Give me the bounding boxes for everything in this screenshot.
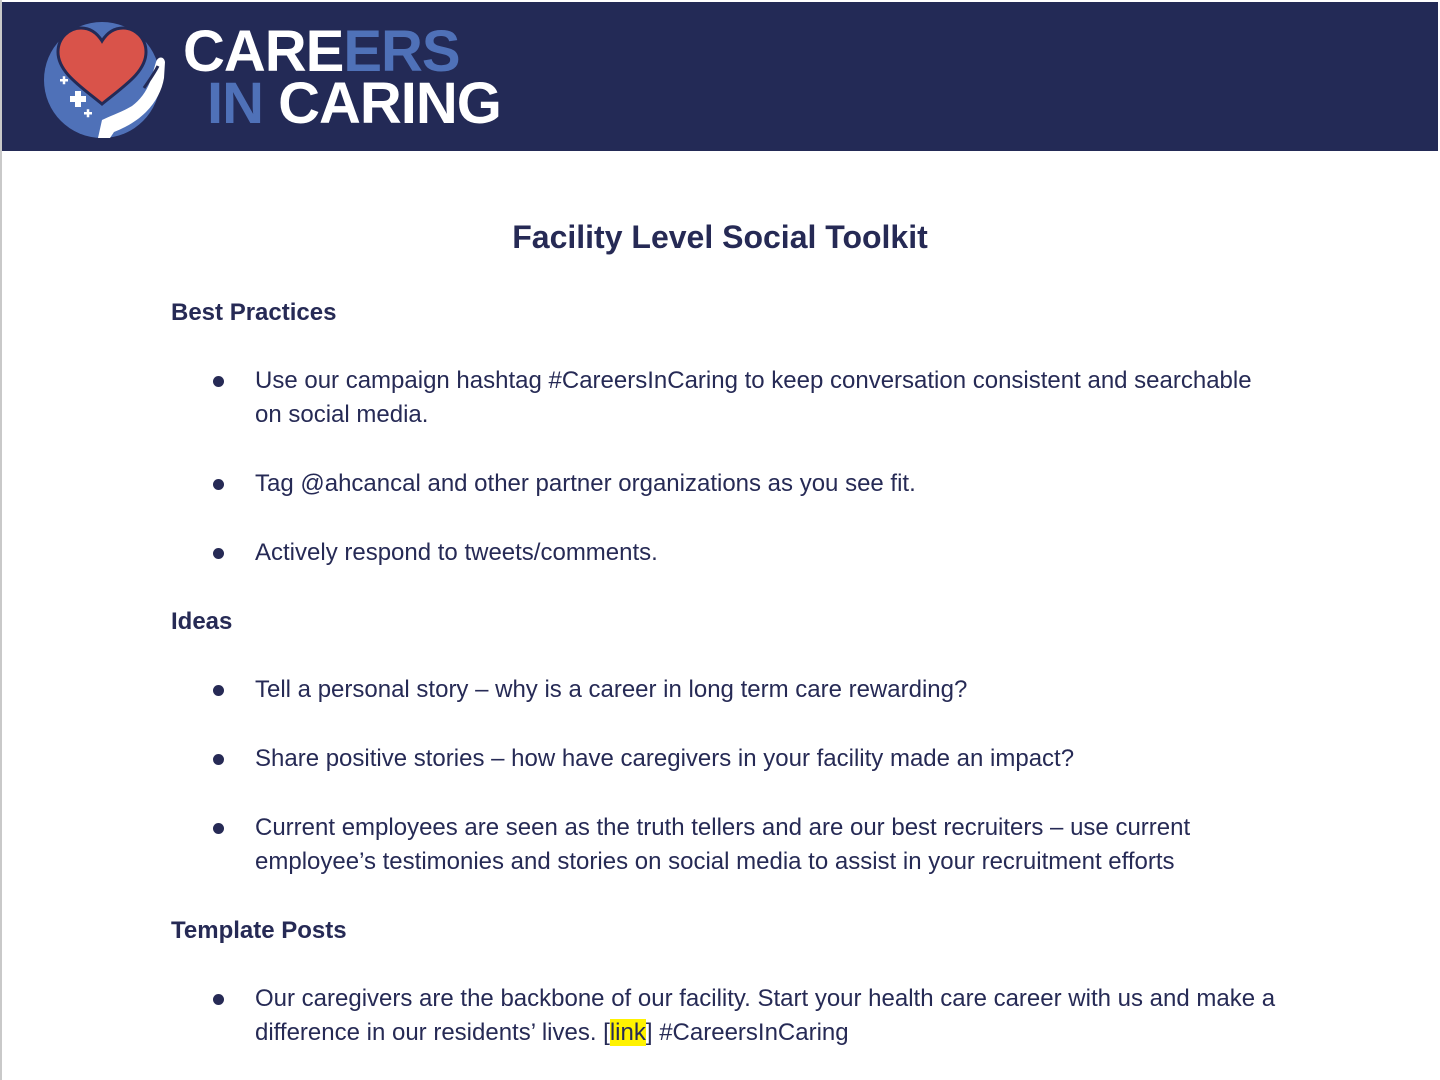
bullet-icon bbox=[213, 823, 224, 834]
document-title: Facility Level Social Toolkit bbox=[512, 219, 928, 255]
bullet-icon bbox=[213, 479, 224, 490]
wordmark-care: CARE bbox=[183, 19, 344, 84]
wordmark-ers: ERS bbox=[343, 19, 460, 84]
list-item-text: Tell a personal story – why is a career in long term care rewarding? bbox=[255, 676, 968, 703]
list-item bbox=[171, 811, 1281, 879]
list-item-text: Use our campaign hashtag #CareersInCaring to keep conversation consistent and searchable on social media. bbox=[255, 367, 1252, 428]
bullet-icon bbox=[213, 685, 224, 696]
section-heading-ideas: Ideas bbox=[171, 608, 233, 635]
section-heading-best-practices: Best Practices bbox=[171, 299, 337, 326]
wordmark-in: IN bbox=[207, 71, 263, 136]
list-item bbox=[171, 467, 1281, 501]
bullet-icon bbox=[213, 548, 224, 559]
template-post-before: Our caregivers are the backbone of our facility. Start your health care career with us and make a difference in our residents’ lives. [ bbox=[255, 985, 1276, 1046]
careers-in-caring-wordmark bbox=[183, 19, 501, 136]
list-item bbox=[171, 742, 1281, 776]
list-item-text: Current employees are seen as the truth tellers and are our best recruiters – use current employee’s testimonies and stories on social media to assist in your recruitment efforts bbox=[255, 814, 1191, 875]
careers-in-caring-logo-icon bbox=[40, 16, 170, 141]
list-item-text: Tag @ahcancal and other partner organizations as you see fit. bbox=[255, 470, 916, 497]
template-post-text bbox=[255, 982, 1281, 1050]
bullet-icon bbox=[213, 376, 224, 387]
bullet-icon bbox=[213, 994, 224, 1005]
list-item-text: Share positive stories – how have caregivers in your facility made an impact? bbox=[255, 745, 1075, 772]
template-post-after: ] #CareersInCaring bbox=[645, 1019, 849, 1046]
template-post-link-placeholder[interactable]: link bbox=[609, 1019, 646, 1046]
list-item bbox=[171, 536, 1281, 570]
list-item bbox=[171, 673, 1281, 707]
list-item-text: Actively respond to tweets/comments. bbox=[255, 539, 658, 566]
bullet-icon bbox=[213, 754, 224, 765]
template-post-item bbox=[171, 982, 1281, 1050]
header-banner bbox=[2, 2, 1438, 151]
list-item bbox=[171, 364, 1281, 432]
section-heading-template-posts: Template Posts bbox=[171, 917, 347, 944]
wordmark-caring: CARING bbox=[278, 71, 501, 136]
